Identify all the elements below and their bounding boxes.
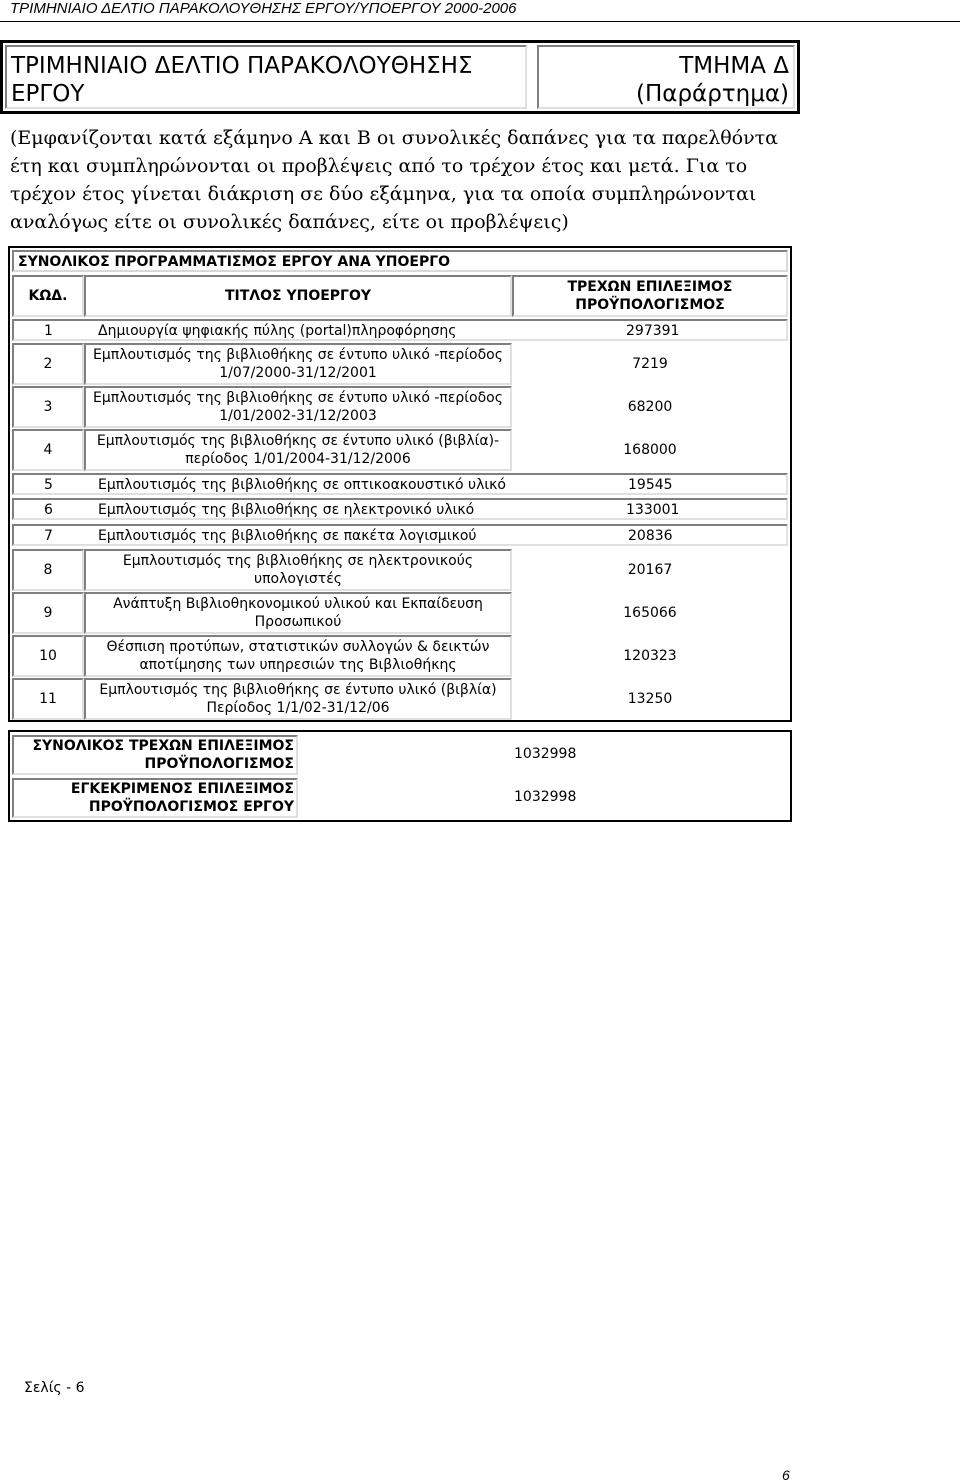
total-current-label-line2: ΠΡΟΫΠΟΛΟΓΙΣΜΟΣ — [144, 756, 294, 772]
row-code: 10 — [12, 635, 84, 677]
section-label-line1: ΤΜΗΜΑ Δ — [679, 53, 789, 79]
table-section-title: ΣΥΝΟΛΙΚΟΣ ΠΡΟΓΡΑΜΜΑΤΙΣΜΟΣ ΕΡΓΟΥ ΑΝΑ ΥΠΟΕΡΓΟ — [12, 250, 788, 272]
total-approved-label — [12, 778, 298, 818]
column-header-title: ΤΙΤΛΟΣ ΥΠΟΕΡΓΟΥ — [84, 275, 512, 317]
table-row — [12, 524, 788, 546]
header-rule — [0, 21, 960, 22]
row-title-line2: υπολογιστές — [253, 571, 343, 587]
intro-paragraph — [10, 124, 790, 236]
row-code: 4 — [12, 429, 84, 471]
row-title — [84, 343, 512, 385]
total-current-label — [12, 735, 298, 775]
row-amount: 7219 — [632, 356, 668, 372]
row-title — [84, 592, 512, 634]
row-title — [84, 429, 512, 471]
row-amount: 13250 — [627, 691, 673, 707]
total-current-label-line1: ΣΥΝΟΛΙΚΟΣ ΤΡΕΧΩΝ ΕΠΙΛΕΞΙΜΟΣ — [32, 738, 294, 754]
row-amount: 20167 — [627, 562, 673, 578]
title-box-right — [537, 45, 795, 109]
page-number: 6 — [782, 1467, 790, 1483]
column-header-budget — [512, 275, 788, 317]
column-header-code: ΚΩΔ. — [12, 275, 84, 317]
table-row — [12, 498, 788, 520]
section-label-line2: (Παράρτημα) — [636, 81, 789, 107]
row-amount: 133001 — [626, 502, 680, 518]
row-amount: 168000 — [623, 442, 677, 458]
row-title-line1: Εμπλουτισμός της βιβλιοθήκης σε έντυπο υλικό (βιβλία)- — [96, 433, 500, 449]
document-title-line1: ΤΡΙΜΗΝΙΑΙΟ ΔΕΛΤΙΟ ΠΑΡΑΚΟΛΟΥΘΗΣΗΣ — [11, 53, 473, 79]
total-current-value: 1032998 — [514, 746, 577, 762]
row-code: 9 — [12, 592, 84, 634]
intro-line: αναλόγως είτε οι συνολικές δαπάνες, είτε οι προβλέψεις) — [10, 211, 569, 233]
row-code: 3 — [12, 386, 84, 428]
document-title-line2: ΕΡΓΟΥ — [11, 81, 85, 107]
row-title-line1: Εμπλουτισμός της βιβλιοθήκης σε έντυπο υλικό (βιβλία) — [99, 682, 497, 698]
row-title-line2: 1/07/2000-31/12/2001 — [219, 365, 377, 381]
row-title — [84, 678, 512, 720]
title-box-left — [5, 45, 527, 109]
row-code: 1 — [44, 323, 53, 339]
row-amount: 165066 — [623, 605, 677, 621]
row-title-line2: περίοδος 1/01/2004-31/12/2006 — [185, 451, 411, 467]
column-header-budget-line2: ΠΡΟΫΠΟΛΟΓΙΣΜΟΣ — [575, 297, 725, 313]
row-title-line2: Περίοδος 1/1/02-31/12/06 — [206, 700, 390, 716]
row-code: 5 — [44, 477, 53, 493]
total-approved-label-line2: ΠΡΟΫΠΟΛΟΓΙΣΜΟΣ ΕΡΓΟΥ — [88, 799, 294, 815]
row-amount: 297391 — [626, 323, 680, 339]
row-title-line2: 1/01/2002-31/12/2003 — [219, 408, 377, 424]
row-title-line1: Εμπλουτισμός της βιβλιοθήκης σε ηλεκτρονικούς — [122, 553, 474, 569]
row-amount: 19545 — [628, 477, 673, 493]
row-code: 8 — [12, 549, 84, 591]
row-title — [84, 386, 512, 428]
row-code: 2 — [12, 343, 84, 385]
table-row — [12, 319, 788, 341]
intro-line: (Εμφανίζονται κατά εξάμηνο Α και Β οι συνολικές δαπάνες για τα παρελθόντα — [10, 127, 779, 149]
page-label: Σελίς - 6 — [24, 1380, 85, 1396]
row-title: Εμπλουτισμός της βιβλιοθήκης σε πακέτα λογισμικού — [98, 528, 477, 544]
table-row — [12, 473, 788, 495]
row-code: 11 — [12, 678, 84, 720]
row-title — [84, 635, 512, 677]
row-title: Εμπλουτισμός της βιβλιοθήκης σε ηλεκτρονικό υλικό — [98, 502, 475, 518]
row-title-line2: αποτίμησης των υπηρεσιών της Βιβλιοθήκης — [139, 657, 457, 673]
row-title-line1: Εμπλουτισμός της βιβλιοθήκης σε έντυπο υλικό -περίοδος — [93, 390, 503, 406]
total-approved-value: 1032998 — [514, 789, 577, 805]
row-amount: 68200 — [627, 399, 673, 415]
row-title: Δημιουργία ψηφιακής πύλης (portal)πληροφόρησης — [98, 323, 457, 339]
row-title-line1: Θέσπιση προτύπων, στατιστικών συλλογών & δεικτών — [106, 639, 490, 655]
row-title — [84, 549, 512, 591]
intro-line: έτη και συμπληρώνονται οι προβλέψεις από το τρέχον έτος και μετά. Για το — [10, 155, 748, 177]
intro-line: τρέχον έτος γίνεται διάκριση σε δύο εξάμηνα, για τα οποία συμπληρώνονται — [10, 183, 757, 205]
row-code: 6 — [44, 502, 53, 518]
column-header-budget-line1: ΤΡΕΧΩΝ ΕΠΙΛΕΞΙΜΟΣ — [567, 279, 733, 295]
row-code: 7 — [44, 528, 53, 544]
row-title-line1: Ανάπτυξη Βιβλιοθηκονομικού υλικού και Εκπαίδευση — [113, 596, 483, 612]
row-amount: 20836 — [628, 528, 673, 544]
running-header: ΤΡΙΜΗΝΙΑΙΟ ΔΕΛΤΙΟ ΠΑΡΑΚΟΛΟΥΘΗΣΗΣ ΕΡΓΟΥ/ΥΠΟΕΡΓΟΥ 2000-2006 — [10, 0, 517, 17]
row-amount: 120323 — [623, 648, 677, 664]
row-title: Εμπλουτισμός της βιβλιοθήκης σε οπτικοακουστικό υλικό — [98, 477, 506, 493]
total-approved-label-line1: ΕΓΚΕΚΡΙΜΕΝΟΣ ΕΠΙΛΕΞΙΜΟΣ — [70, 781, 294, 797]
row-title-line1: Εμπλουτισμός της βιβλιοθήκης σε έντυπο υλικό -περίοδος — [93, 347, 503, 363]
row-title-line2: Προσωπικού — [254, 614, 342, 630]
